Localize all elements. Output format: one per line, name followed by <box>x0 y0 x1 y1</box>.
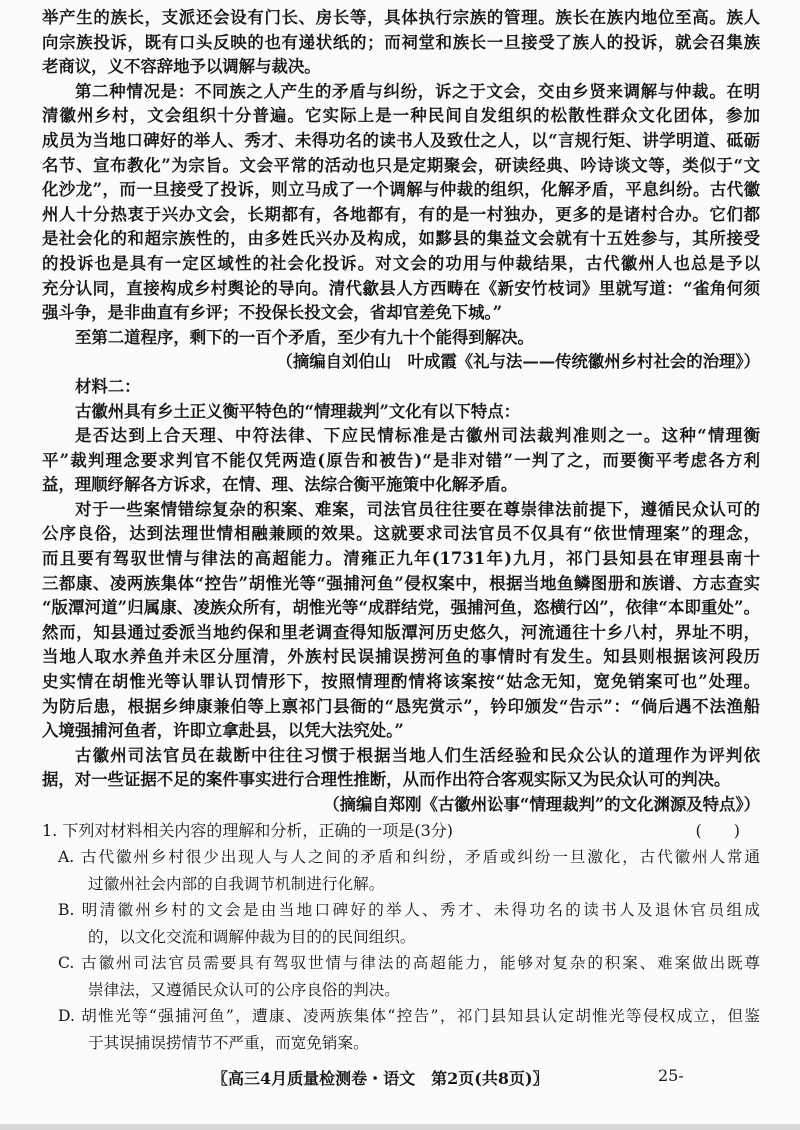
text-line: 三都康、凌两族集体“控告”胡惟光等“强捕河鱼”侵权案中，根据当地鱼鳞图册和族谱、方志查实 <box>42 573 760 593</box>
text-line: 而且要有驾驭世情与律法的高超能力。清雍正九年(1731年)九月，祁门县知县在审理县南十 <box>42 549 760 569</box>
paragraph <box>42 80 760 326</box>
question-text: 1. 下列对材料相关内容的理解和分析，正确的一项是(3分) <box>42 821 454 840</box>
text-line: 据，对一些证据不足的案件事实进行合理性推断，从而作出符合客观实际又为民众认可的判决。 <box>42 770 731 790</box>
paragraph <box>42 498 760 744</box>
text-line: 益，理顺纾解各方诉求，在情、理、法综合衡平施策中化解矛盾。 <box>42 475 518 495</box>
footer-code: 25- <box>658 1066 684 1085</box>
text-line: 史实情在胡惟光等认罪认罚情形下，按照情理酌情将该案按“姑念无知，宽免销案可也”处理。 <box>42 672 760 692</box>
answer-bracket: ( ) <box>695 821 740 840</box>
text-line: 老商议，义不容辞地予以调解与裁决。 <box>42 57 321 77</box>
text-line: 向宗族投诉，既有口头反映的也有递状纸的；而祠堂和族长一旦接受了族人的投诉，就会召集族 <box>42 32 760 52</box>
text-line: 成员为当地口碑好的举人、秀才、未得功名的读书人及致仕之人，以“言规行矩、讲学明道、砥砺 <box>42 130 760 150</box>
section-heading: 材料二： <box>75 376 141 396</box>
question-1 <box>42 818 760 1056</box>
text-line: 强斗争，是非曲直有乡评；不投保长投文会，省却官差免下城。” <box>42 303 503 323</box>
source-citation: （摘编自刘伯山 叶成霞《礼与法——传统徽州乡村社会的治理》） <box>276 352 760 372</box>
text-line: 是社会化的和超宗族性的，由多姓氏兴办及构成，如黟县的集益文会就有十五姓参与，其所接受 <box>42 229 760 249</box>
text-line: 的投诉也是具有一定区域性的社会化投诉。对文会的功用与仲裁结果，古代徽州人也总是予以 <box>42 253 760 273</box>
text-line: 为防后患，根据乡绅康兼伯等上禀祁门县衙的“恳宪赏示”，钤印颁发“告示”：“倘后遇不法渔船 <box>42 696 760 716</box>
bottom-edge <box>0 1124 800 1130</box>
text-line: 对于一些案情错综复杂的积案、难案，司法官员往往要在尊崇律法前提下，遵循民众认可的 <box>75 499 760 519</box>
text-line: 清徽州乡村，文会组织十分普遍。它实际上是一种民间自发组织的松散性群众文化团体，参加 <box>42 106 760 126</box>
paragraph <box>42 744 760 793</box>
option-line: 于其误捕误捞情节不严重，而宽免销案。 <box>88 1033 369 1052</box>
option-line: A. 古代徽州乡村很少出现人与人之间的矛盾和纠纷，矛盾或纠纷一旦激化，古代徽州人常通 <box>58 848 760 866</box>
option-C <box>42 950 760 1003</box>
text-line: 化沙龙”，而一旦接受了投诉，则立马成了一个调解与仲裁的组织，化解矛盾，平息纠纷。古代徽 <box>42 180 760 200</box>
text-line: 是否达到上合天理、中符法律、下应民情标准是古徽州司法裁判准则之一。这种“情理衡 <box>75 426 760 446</box>
option-line: C. 古徽州司法官员需要具有驾驭世情与律法的高超能力，能够对复杂的积案、难案做出既尊 <box>58 954 760 972</box>
text-line: 平”裁判理念要求判官不能仅凭两造(原告和被告)“是非对错”一判了之，而要衡平考虑各方利 <box>42 450 760 470</box>
option-line: 崇律法，又遵循民众认可的公序良俗的判决。 <box>88 980 400 999</box>
text-line: 充分认同，直接构成乡村舆论的导向。清代歙县人方西畴在《新安竹枝词》里就写道：“雀角何须 <box>42 278 760 298</box>
option-line: 过徽州社会内部的自我调节机制进行化解。 <box>88 874 385 893</box>
text-line: 公序良俗，达到法理世情相融兼顾的效果。这就要求司法官员不仅具有“依世情理案”的理念， <box>42 524 760 544</box>
option-A <box>42 844 760 897</box>
footer-title: 〖高三4月质量检测卷・语文 第2页(共8页)〗 <box>212 1069 549 1088</box>
exam-text-body <box>42 6 760 818</box>
text-line: 古徽州具有乡土正义衡平特色的“情理裁判”文化有以下特点： <box>75 401 521 421</box>
text-line: 举产生的族长，支派还会设有门长、房长等，具体执行宗族的管理。族长在族内地位至高。族人 <box>42 8 760 27</box>
paragraph <box>42 6 760 80</box>
option-D <box>42 1003 760 1056</box>
text-line: 入境强捕河鱼者，许即立拿赴县，以凭大法究处。” <box>42 721 404 741</box>
option-line: B. 明清徽州乡村的文会是由当地口碑好的举人、秀才、未得功名的读书人及退休官员组成 <box>58 901 760 919</box>
text-line: 州人十分热衷于兴办文会，长期都有，各地都有，有的是一村独办，更多的是诸村合办。它们都 <box>42 204 760 224</box>
text-line: 当地人取水养鱼并未区分厘清，外族村民误捕误捞河鱼的事情时有发生。知县则根据该河段历 <box>42 647 760 667</box>
paragraph <box>42 400 760 425</box>
text-line: 古徽州司法官员在裁断中往往习惯于根据当地人们生活经验和民众公认的道理作为评判依 <box>75 745 760 765</box>
option-line: D. 胡惟光等“强捕河鱼”，遭康、凌两族集体“控告”，祁门县知县认定胡惟光等侵权成立，但鉴 <box>58 1007 760 1025</box>
option-B <box>42 897 760 950</box>
paragraph <box>42 326 760 351</box>
text-line: 至第二道程序，剩下的一百个矛盾，至少有九十个能得到解决。 <box>75 327 534 347</box>
text-line: 然而，知县通过委派当地约保和里老调查得知版潭河历史悠久，河流通往十乡八村，界址不明， <box>42 622 760 642</box>
paragraph <box>42 424 760 498</box>
text-line: “版潭河道”归属康、凌族众所有，胡惟光等“成群结党，强捕河鱼，恣横行凶”，依律“本即重处”。 <box>42 598 760 618</box>
source-citation: （摘编自郑刚《古徽州讼事“情理裁判”的文化渊源及特点》） <box>323 795 760 814</box>
option-line: 的，以文化交流和调解仲裁为目的的民间组织。 <box>88 927 416 946</box>
text-line: 第二种情况是：不同族之人产生的矛盾与纠纷，诉之于文会，交由乡贤来调解与仲裁。在明 <box>75 81 760 101</box>
question-stem <box>42 818 760 844</box>
text-line: 名节、宣布教化”为宗旨。文会平常的活动也只是定期聚会，研读经典、吟诗谈文等，类似于“文 <box>42 155 760 175</box>
